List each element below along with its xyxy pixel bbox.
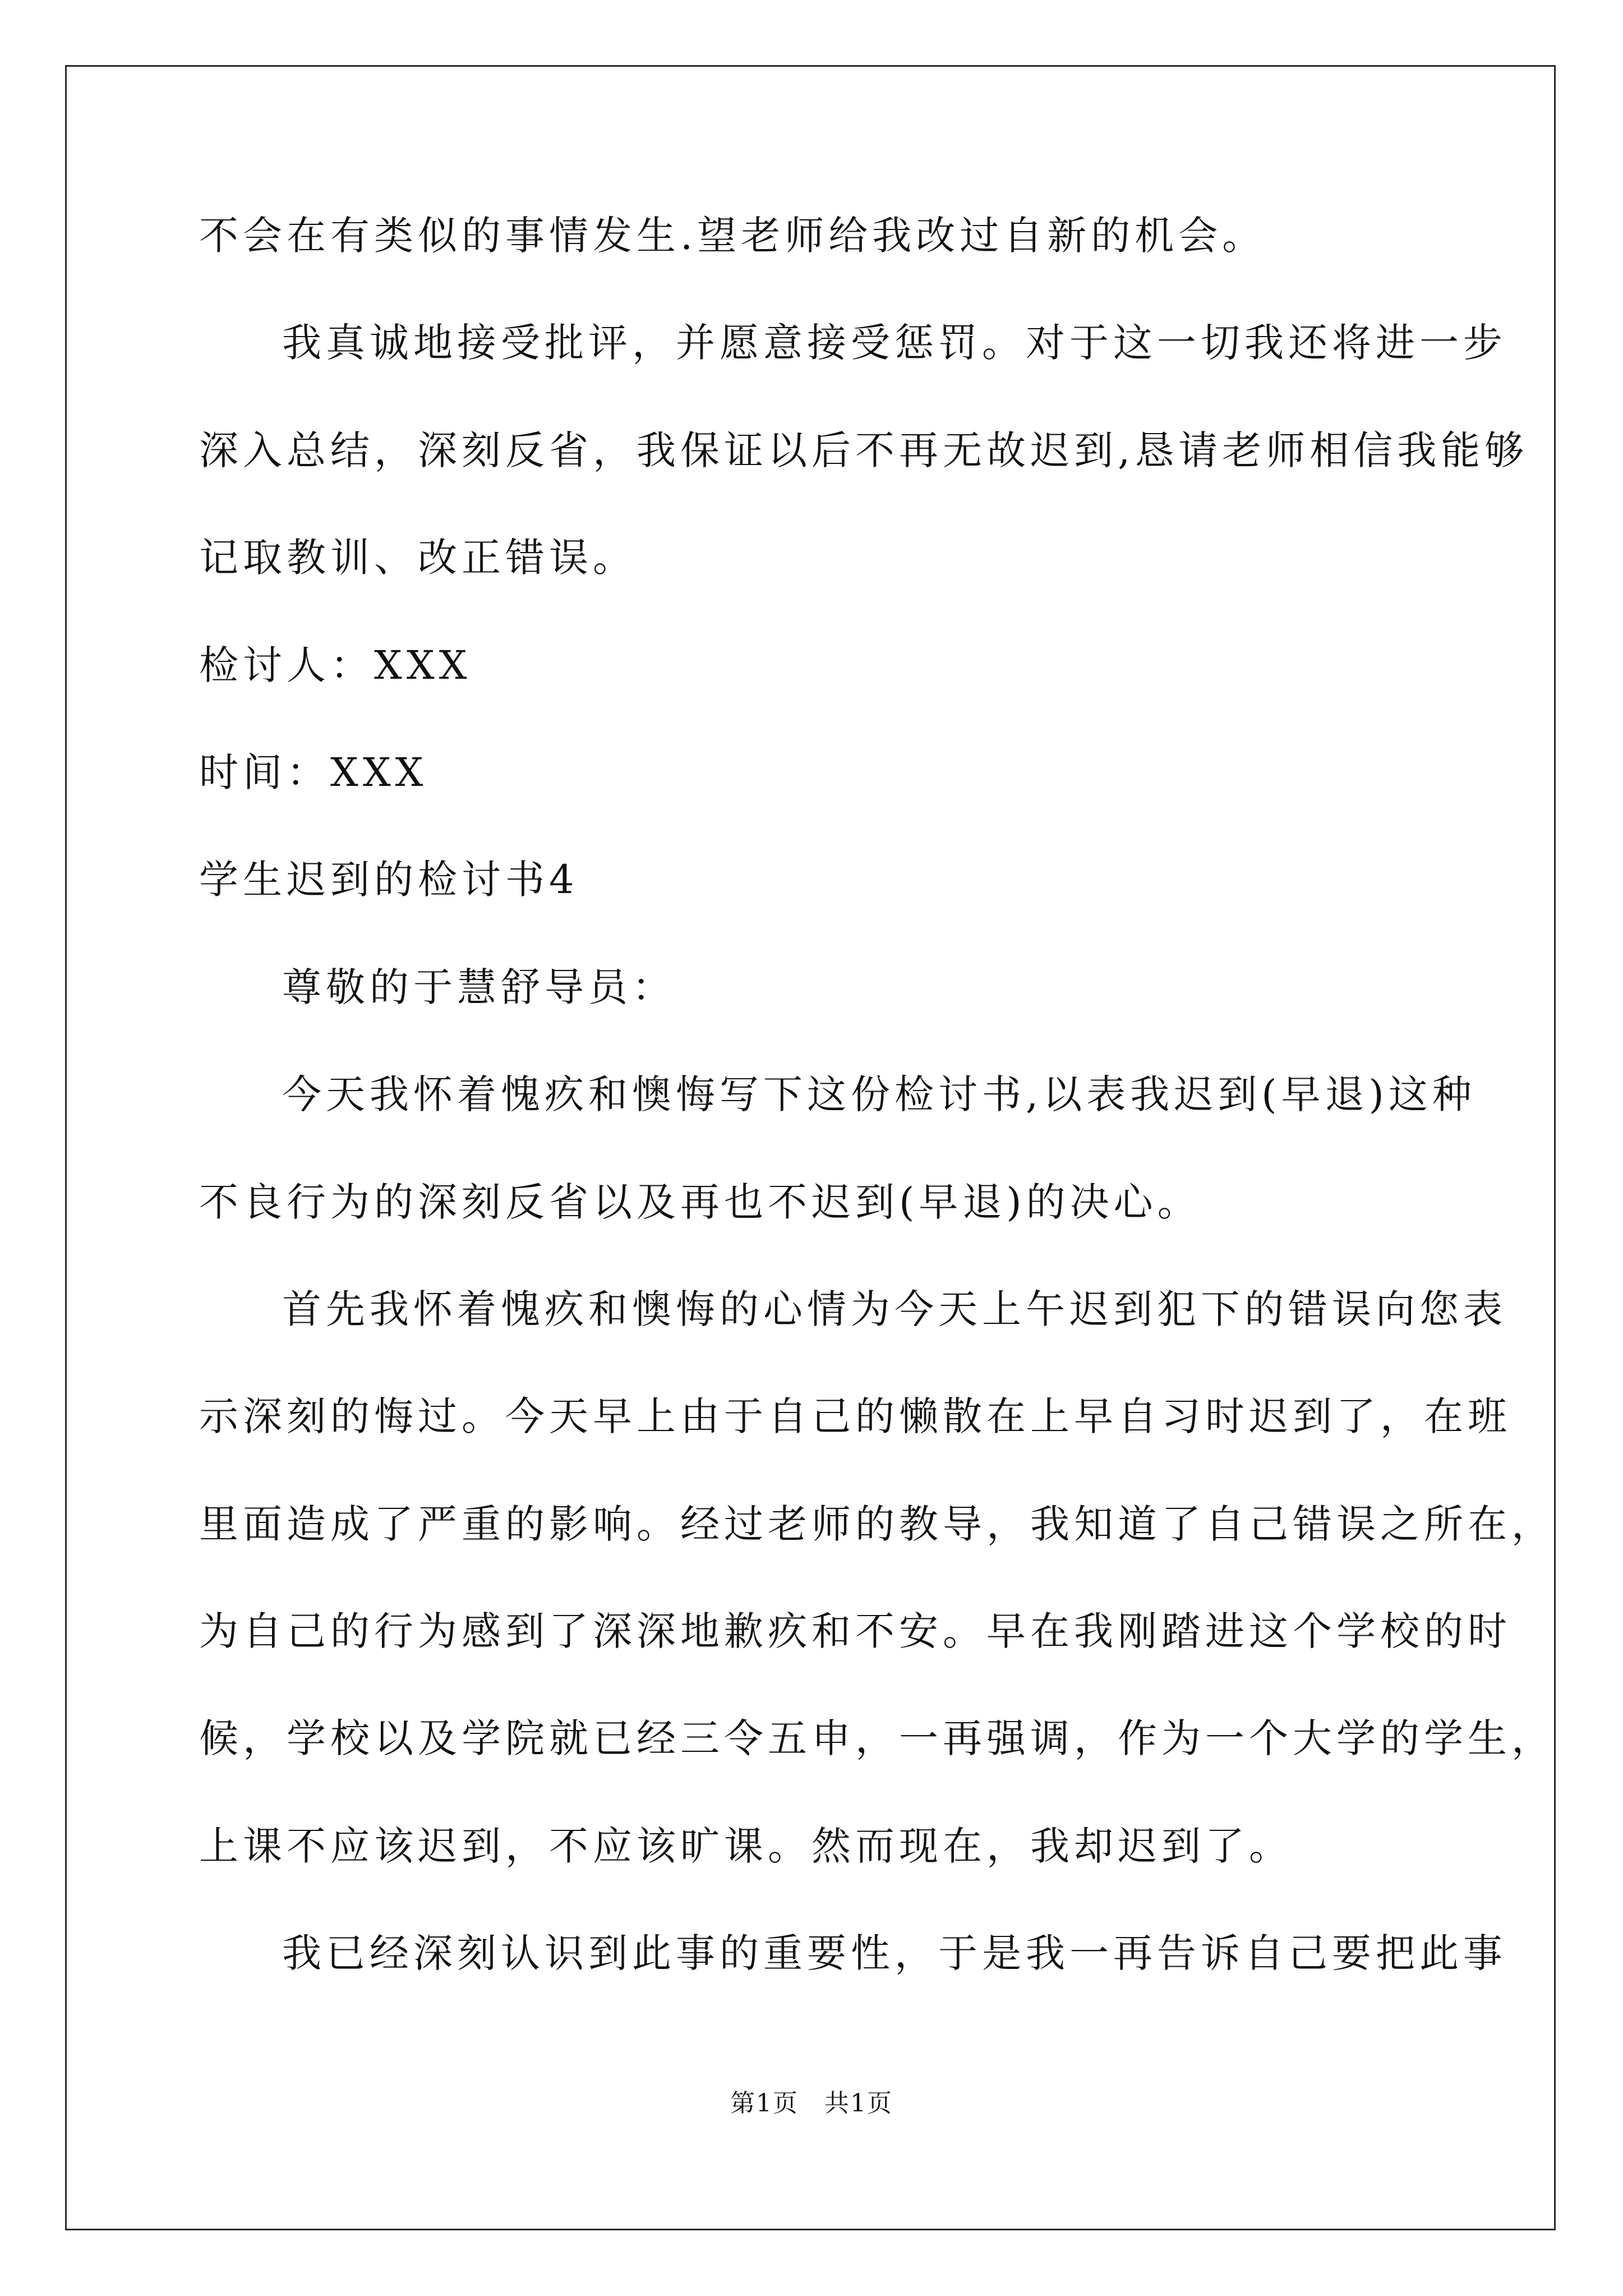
text-line: 深入总结，深刻反省，我保证以后不再无故迟到,恳请老师相信我能够	[199, 427, 1529, 473]
text-line: 不良行为的深刻反省以及再也不迟到(早退)的决心。	[199, 1179, 1201, 1225]
text-line: 我已经深刻认识到此事的重要性，于是我一再告诉自己要把此事	[282, 1930, 1507, 1977]
text-line: 记取教训、改正错误。	[199, 535, 637, 581]
text-line: 为自己的行为感到了深深地歉疚和不安。早在我刚踏进这个学校的时	[199, 1608, 1511, 1655]
salutation: 尊敬的于慧舒导员：	[282, 964, 676, 1010]
reviewer-line: 检讨人：XXX	[199, 642, 472, 688]
section-title: 学生迟到的检讨书4	[199, 857, 579, 903]
text-line: 上课不应该迟到，不应该旷课。然而现在，我却迟到了。	[199, 1823, 1293, 1869]
text-line: 候，学校以及学院就已经三令五申，一再强调，作为一个大学的学生，	[199, 1715, 1555, 1762]
page-footer: 第1页 共1页	[730, 2089, 893, 2118]
text-line: 首先我怀着愧疚和懊悔的心情为今天上午迟到犯下的错误向您表	[282, 1286, 1507, 1332]
text-line: 里面造成了严重的影响。经过老师的教导，我知道了自己错误之所在，	[199, 1501, 1555, 1547]
date-line: 时间：XXX	[199, 749, 428, 795]
text-line: 今天我怀着愧疚和懊悔写下这份检讨书,以表我迟到(早退)这种	[282, 1071, 1476, 1118]
document-body	[199, 213, 1555, 2039]
text-line: 我真诚地接受批评，并愿意接受惩罚。对于这一切我还将进一步	[282, 320, 1507, 366]
text-line: 示深刻的悔过。今天早上由于自己的懒散在上早自习时迟到了，在班	[199, 1393, 1511, 1440]
text-line: 不会在有类似的事情发生.望老师给我改过自新的机会。	[199, 213, 1266, 259]
